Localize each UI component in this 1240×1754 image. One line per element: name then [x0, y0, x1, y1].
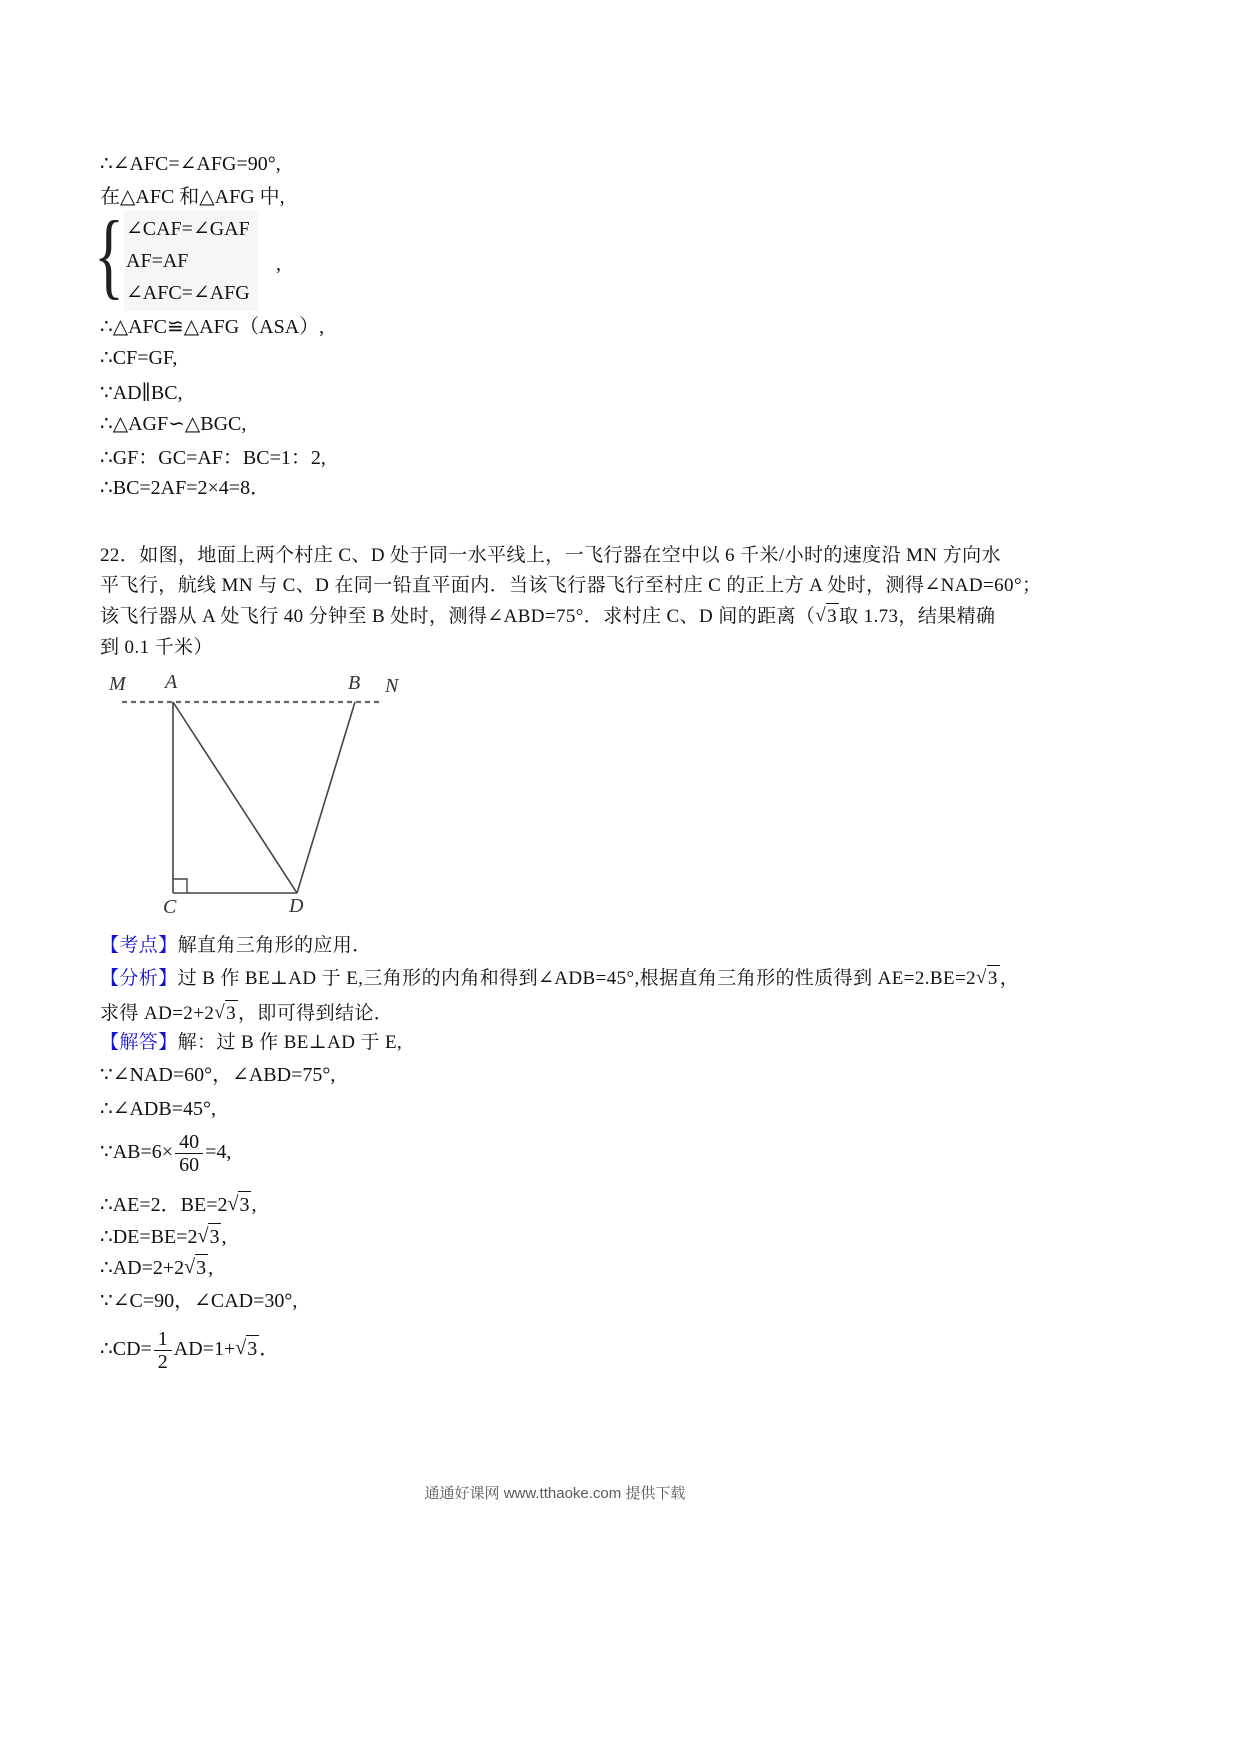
- fraction-40-60: $\frac{40}{60}$: [175, 1131, 203, 1176]
- jieda-intro-line: [100, 1030, 402, 1056]
- system-row-1: ∠CAF=∠GAF: [126, 218, 250, 240]
- problem22-line-3: [100, 603, 995, 630]
- figure-label-A: A: [165, 671, 178, 693]
- system-row-3: ∠AFC=∠AFG: [126, 282, 250, 304]
- problem22-line-1: 22．如图，地面上两个村庄 C、D 处于同一水平线上，一飞行器在空中以 6 千米/小时的速度沿 MN 方向水: [100, 545, 1001, 566]
- fenxi-tag: 【分析】: [100, 968, 178, 989]
- figure-canvas: [95, 668, 415, 920]
- jieda-intro-text: 解：过 B 作 BE⊥AD 于 E,: [177, 1032, 403, 1053]
- sqrt-3: √3: [214, 1000, 238, 1027]
- jieda-line-5-tail: ,: [251, 1194, 257, 1216]
- radical-sign: √: [184, 1256, 196, 1278]
- equation-system: [94, 201, 358, 313]
- kaodian-text: 解直角三角形的应用．: [177, 935, 372, 956]
- figure-label-N: N: [385, 675, 399, 697]
- figure-label-D: D: [289, 895, 304, 917]
- figure-label-M: M: [109, 673, 126, 695]
- system-comma: ,: [276, 253, 281, 275]
- jieda-line-7-tail: ,: [208, 1257, 214, 1279]
- sqrt-3: √3: [197, 1225, 220, 1248]
- figure-line-BD: [297, 702, 355, 893]
- figure-label-B: B: [348, 672, 361, 694]
- radical-sign: √: [815, 605, 827, 626]
- jieda-line-2: ∵∠NAD=60°，∠ABD=75°,: [100, 1064, 336, 1086]
- jieda-line-3: ∴∠ADB=45°,: [100, 1098, 216, 1120]
- jieda-line-8: ∵∠C=90，∠CAD=30°,: [100, 1290, 298, 1312]
- proof-line-2: 在△AFC 和△AFG 中,: [100, 186, 285, 208]
- fenxi-line-2-tail: ，即可得到结论．: [237, 1003, 394, 1024]
- proof-line-3: ∴△AFC≌△AFG（ASA）,: [100, 316, 325, 338]
- proof-line-6: ∴△AGF∽△BGC,: [100, 413, 247, 435]
- sqrt-3: √3: [227, 1193, 250, 1216]
- jieda-line-5: [100, 1191, 256, 1218]
- fenxi-line-1-tail: ，: [999, 968, 1020, 989]
- jieda-line-9-mid: AD=1+: [173, 1338, 236, 1361]
- footer-watermark: 通通好课网 www.tthaoke.com 提供下载: [424, 1485, 686, 1502]
- problem22-line-2: 平飞行，航线 MN 与 C、D 在同一铅直平面内．当该飞行器飞行至村庄 C 的正上方 A 处时，测得∠NAD=60°；: [100, 575, 1042, 596]
- jieda-line-4-text: ∵AB=6×: [100, 1141, 174, 1164]
- figure-right-angle-mark: [173, 879, 187, 893]
- jieda-tag: 【解答】: [100, 1032, 178, 1053]
- fraction-1-2: $\frac{1}{2}$: [154, 1328, 172, 1373]
- problem22-line-4: 到 0.1 千米）: [100, 637, 213, 658]
- fenxi-line-2-text: 求得 AD=2+2: [100, 1003, 215, 1024]
- proof-line-8: ∴BC=2AF=2×4=8．: [100, 477, 271, 499]
- proof-line-7: ∴GF：GC=AF：BC=1：2,: [100, 447, 326, 469]
- proof-line-4: ∴CF=GF,: [100, 347, 178, 369]
- system-row-2: AF=AF: [126, 250, 189, 272]
- jieda-line-4-tail: =4,: [205, 1141, 232, 1164]
- fenxi-line-1: [100, 965, 1019, 992]
- radical-sign: √: [197, 1225, 209, 1247]
- proof-line-5: ∵AD∥BC,: [100, 382, 183, 404]
- jieda-line-9: [100, 1328, 279, 1373]
- radical-sign: √: [227, 1193, 239, 1215]
- system-brace: {: [94, 201, 124, 308]
- problem22-line-3-tail: 取 1.73，结果精确: [839, 606, 996, 627]
- jieda-line-9-text: ∴CD=: [100, 1338, 152, 1361]
- figure-line-AD: [173, 702, 297, 893]
- fenxi-line-1-text: 过 B 作 BE⊥AD 于 E,三角形的内角和得到∠ADB=45°,根据直角三角形的性质得到 AE=2.BE=2: [177, 968, 977, 989]
- jieda-line-6: [100, 1223, 226, 1250]
- geometry-figure: [95, 668, 415, 920]
- sqrt-3: √3: [815, 603, 839, 630]
- jieda-line-9-tail: ．: [259, 1338, 280, 1361]
- radical-sign: √: [235, 1337, 247, 1360]
- kaodian-line: [100, 933, 372, 959]
- jieda-line-7: [100, 1254, 213, 1281]
- radical-sign: √: [976, 967, 987, 988]
- sqrt-3: √3: [235, 1337, 258, 1361]
- problem22-line-3-text: 该飞行器从 A 处飞行 40 分钟至 B 处时，测得∠ABD=75°．求村庄 C、D 间的距离（: [100, 606, 816, 627]
- proof-line-1: ∴∠AFC=∠AFG=90°,: [100, 153, 281, 175]
- jieda-line-6-tail: ,: [221, 1226, 227, 1248]
- system-rows: [124, 211, 258, 311]
- jieda-line-4: [100, 1131, 231, 1176]
- jieda-line-6-text: ∴DE=BE=2: [100, 1226, 198, 1248]
- figure-label-C: C: [163, 896, 177, 918]
- jieda-line-5-text: ∴AE=2．BE=2: [100, 1194, 228, 1216]
- sqrt-3: √3: [184, 1256, 207, 1279]
- jieda-line-7-text: ∴AD=2+2: [100, 1257, 185, 1279]
- kaodian-tag: 【考点】: [100, 935, 178, 956]
- sqrt-3: √3: [976, 965, 1000, 992]
- fenxi-line-2: [100, 1000, 393, 1027]
- radical-sign: √: [214, 1002, 226, 1023]
